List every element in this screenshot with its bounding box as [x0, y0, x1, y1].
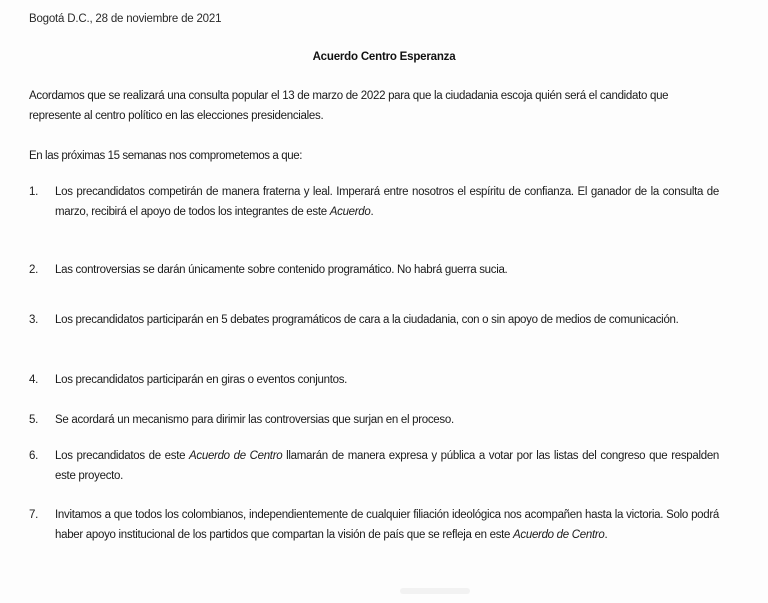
commitments-lead: En las próximas 15 semanas nos comprometemos a que:: [29, 150, 302, 162]
item-text-part: Los precandidatos de este: [55, 450, 190, 462]
list-item: [29, 182, 719, 222]
item-text: Las controversias se darán únicamente sobre contenido programático. No habrá guerra sucia.: [55, 264, 508, 276]
date-line: Bogotá D.C., 28 de noviembre de 2021: [29, 13, 222, 25]
item-text-part: Los precandidatos competirán de manera fraterna y leal. Imperará entre nosotros el espíritu de confianza. El ganador de la consulta de marzo, recibirá el apoyo de todos los integrantes de este: [55, 186, 719, 218]
item-text: Se acordará un mecanismo para dirimir las controversias que surjan en el proceso.: [55, 414, 454, 426]
list-item: [29, 410, 719, 430]
item-number: 6.: [29, 450, 38, 462]
item-number: 4.: [29, 374, 38, 386]
list-item: [29, 505, 719, 545]
item-number: 1.: [29, 186, 38, 198]
item-italic-part: Acuerdo de Centro: [189, 450, 283, 462]
item-text-part: llamarán de manera expresa y pública a votar por las listas del congreso que respalden este proyecto.: [55, 450, 720, 482]
item-text: [55, 446, 719, 486]
list-item: [29, 370, 719, 390]
item-number: 7.: [29, 509, 38, 521]
item-text-part: .: [604, 529, 608, 541]
item-number: 2.: [29, 264, 38, 276]
item-number: 5.: [29, 414, 38, 426]
item-text: Los precandidatos participarán en giras o eventos conjuntos.: [55, 374, 348, 386]
item-text-part: Invitamos a que todos los colombianos, independientemente de cualquier filiación ideológica nos acompañen hasta la victoria. Solo podrá haber apoyo institucional de los partidos que compartan la visión de país que se refleja en este: [55, 509, 719, 541]
item-italic-part: Acuerdo de Centro: [513, 529, 605, 541]
list-item: [29, 260, 719, 280]
item-text-part: .: [370, 206, 374, 218]
item-italic-part: Acuerdo: [329, 206, 371, 218]
item-number: 3.: [29, 314, 38, 326]
faint-smudge: [400, 588, 470, 594]
item-text: [55, 182, 719, 222]
item-text: [55, 505, 719, 545]
document-title: Acuerdo Centro Esperanza: [312, 51, 456, 63]
intro-paragraph: Acordamos que se realizará una consulta popular el 13 de marzo de 2022 para que la ciudadania escoja quién será el candidato que represente al centro político en las elecciones presidenciales.: [29, 90, 669, 122]
item-text: Los precandidatos participarán en 5 debates programáticos de cara a la ciudadania, con o sin apoyo de medios de comunicación.: [55, 314, 679, 326]
list-item: [29, 310, 719, 330]
list-item: [29, 446, 719, 486]
